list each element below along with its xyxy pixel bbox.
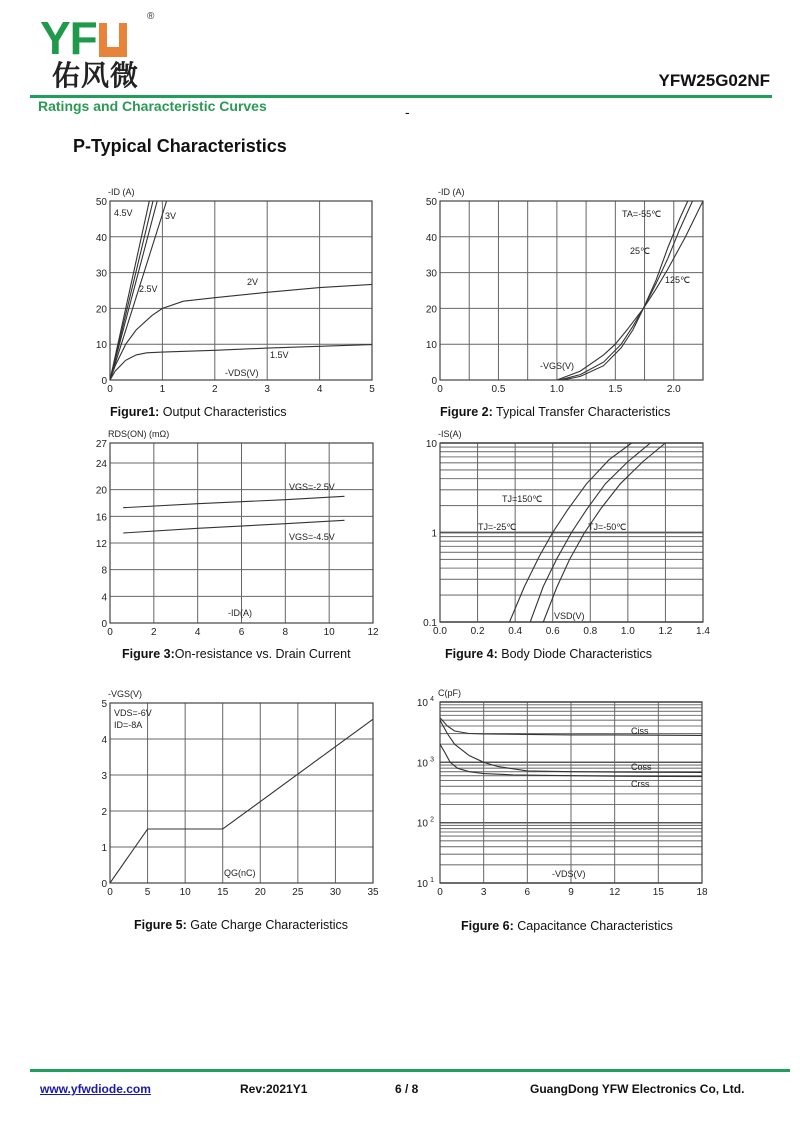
x-tick-label: 0.0	[433, 626, 447, 637]
y-axis-title: -ID (A)	[438, 187, 465, 197]
y-tick-label: 50	[95, 197, 107, 208]
x-tick-label: 2	[212, 384, 218, 395]
registered-mark: ®	[147, 11, 155, 22]
x-tick-label: 2.0	[666, 384, 681, 395]
y-tick-label: 16	[95, 512, 107, 524]
y-tick-label: 10	[425, 340, 437, 352]
x-tick-label: 1.4	[696, 626, 710, 637]
y-tick-label: 20	[95, 304, 107, 316]
y-tick-label: 10	[425, 439, 437, 450]
x-tick-label: 18	[696, 887, 708, 898]
x-tick-label: 0	[107, 384, 113, 395]
y-tick-label: 30	[425, 268, 437, 280]
curve-label: TJ=-25℃	[478, 522, 517, 532]
figure6-caption: Figure 6: Capacitance Characteristics	[461, 919, 673, 933]
x-tick-label: 9	[568, 887, 574, 898]
fig1-chart	[96, 187, 375, 395]
series-line-25	[559, 201, 692, 380]
x-tick-label: 15	[652, 887, 664, 898]
y-tick-label: 20	[95, 485, 107, 497]
y-tick-label: 4	[101, 592, 107, 604]
header-dash: -	[405, 104, 410, 120]
x-tick-label: 30	[329, 887, 341, 898]
y-tick-label: 40	[425, 232, 437, 244]
fig4-chart	[423, 429, 710, 637]
curve-label: 3V	[165, 211, 177, 221]
footer-divider	[30, 1069, 790, 1072]
y-tick-label: 0	[431, 376, 437, 387]
x-tick-label: 3	[480, 887, 487, 898]
curve-label: TJ=150℃	[502, 494, 543, 504]
x-tick-label: 0.6	[545, 626, 560, 637]
revision-label: Rev:2021Y1	[240, 1082, 308, 1096]
logo-chinese: 佑风微	[52, 60, 140, 91]
x-axis-title: QG(nC)	[224, 868, 256, 878]
y-tick-label: 12	[95, 539, 107, 550]
x-tick-label: 5	[144, 887, 151, 898]
y-tick-label: 24	[95, 459, 107, 470]
x-tick-label: 4	[316, 384, 323, 395]
x-tick-label: 0	[107, 887, 113, 898]
y-tick-label: 10	[416, 818, 428, 830]
x-tick-label: 15	[217, 887, 229, 898]
x-axis-title: -VGS(V)	[540, 361, 575, 371]
y-tick-label: 40	[95, 232, 107, 244]
y-tick-label: 0	[101, 619, 107, 630]
y-axis-title: RDS(ON) (mΩ)	[108, 429, 170, 439]
fig2-chart	[426, 187, 703, 395]
x-tick-label: 6	[524, 887, 531, 898]
fig2-frame	[440, 201, 703, 380]
x-tick-label: 1.5	[608, 384, 623, 395]
y-tick-label: 0	[101, 376, 107, 387]
curve-label: 2V	[247, 277, 259, 287]
fig6-chart	[417, 688, 708, 898]
x-tick-label: 0	[107, 627, 113, 638]
curve-label: VGS=-4.5V	[289, 532, 335, 542]
series-line-VGS	[110, 719, 373, 883]
y-axis-title: -VGS(V)	[108, 689, 143, 699]
y-tick-label: 0.1	[423, 618, 437, 629]
x-tick-label: 10	[179, 887, 191, 898]
x-tick-label: 35	[367, 887, 379, 898]
x-tick-label: 0.4	[508, 626, 523, 637]
curve-label: 2.5V	[139, 284, 158, 294]
y-tick-label: 27	[95, 439, 107, 450]
y-tick-label: 10	[416, 758, 428, 770]
company-name: GuangDong YFW Electronics Co, Ltd.	[530, 1082, 745, 1096]
fig2-hgrid	[440, 201, 703, 380]
x-tick-label: 3	[264, 384, 270, 395]
series-line-VGS-2.5V	[123, 496, 344, 507]
y-tick-exponent: 2	[430, 816, 434, 824]
x-tick-label: 2	[151, 627, 157, 638]
y-tick-exponent: 4	[430, 696, 434, 703]
header-subtitle: Ratings and Characteristic Curves	[38, 98, 267, 114]
logo-text: YF	[40, 12, 97, 64]
figure2-caption: Figure 2: Typical Transfer Characteristics	[440, 405, 671, 419]
page-number: 6 / 8	[395, 1082, 419, 1096]
x-tick-label: 5	[369, 384, 375, 395]
y-tick-label: 0	[101, 879, 107, 890]
y-tick-label: 50	[425, 197, 437, 208]
y-tick-exponent: 3	[430, 756, 434, 764]
figure4-caption: Figure 4: Body Diode Characteristics	[445, 647, 653, 661]
x-tick-label: 8	[282, 627, 289, 638]
part-number: YFW25G02NF	[658, 71, 770, 90]
x-tick-label: 20	[254, 887, 266, 898]
x-tick-label: 1	[159, 384, 166, 395]
y-tick-label: 1	[101, 843, 107, 854]
x-tick-label: 10	[323, 627, 335, 638]
fig5-vgrid	[110, 703, 373, 883]
x-tick-label: 12	[609, 887, 621, 898]
curve-label: Coss	[631, 762, 652, 772]
fig6-vgrid	[440, 702, 702, 883]
y-axis-title: -IS(A)	[438, 429, 462, 439]
y-tick-label: 5	[101, 699, 107, 710]
figure5-caption: Figure 5: Gate Charge Characteristics	[134, 918, 348, 932]
curve-label: Crss	[631, 779, 650, 789]
curve-label: TA=-55℃	[622, 209, 662, 219]
curve-label: 125℃	[665, 275, 691, 285]
figure3-caption: Figure 3:On-resistance vs. Drain Current	[122, 647, 351, 661]
series-line-125	[557, 201, 703, 380]
x-tick-label: 6	[238, 627, 245, 638]
curve-label: 1.5V	[270, 350, 289, 360]
x-axis-title: -VDS(V)	[552, 869, 586, 879]
series-line-TA-55	[563, 201, 691, 380]
y-tick-label: 8	[101, 565, 107, 577]
website-link[interactable]: www.yfwdiode.com	[40, 1082, 151, 1096]
y-tick-label: 2	[101, 807, 107, 818]
fig3-chart	[96, 429, 379, 638]
curve-label: VGS=-2.5V	[289, 482, 335, 492]
curve-label: Ciss	[631, 726, 649, 736]
x-tick-label: 1.2	[658, 626, 673, 637]
x-axis-title: -VDS(V)	[225, 368, 259, 378]
y-tick-label: 3	[101, 771, 107, 782]
fig5-hgrid	[110, 703, 373, 883]
fig5-frame	[110, 703, 373, 883]
x-axis-title: -ID(A)	[228, 608, 252, 618]
y-tick-label: 1	[431, 528, 437, 540]
x-tick-label: 0	[437, 384, 443, 395]
x-axis-title: VSD(V)	[554, 611, 585, 621]
y-tick-label: 30	[95, 268, 107, 280]
series-line-2V	[110, 284, 372, 380]
fig5-chart	[101, 689, 379, 898]
x-tick-label: 25	[292, 887, 304, 898]
x-tick-label: 0.2	[470, 626, 485, 637]
y-tick-label: 20	[425, 304, 437, 316]
fig2-vgrid	[440, 201, 703, 380]
annotation-label: VDS=-6V	[114, 708, 152, 718]
figure1-caption: Figure1: Output Characteristics	[110, 405, 287, 419]
curve-label: 25℃	[630, 246, 651, 256]
y-tick-label: 10	[416, 879, 428, 890]
y-tick-label: 4	[101, 735, 107, 746]
annotation-label: ID=-8A	[114, 720, 143, 730]
curve-label: TJ=-50℃	[588, 522, 627, 532]
x-tick-label: 4	[194, 627, 201, 638]
x-tick-label: 0.5	[491, 384, 506, 395]
y-tick-label: 10	[95, 340, 107, 352]
x-tick-label: 1.0	[620, 626, 635, 637]
x-tick-label: 0.8	[583, 626, 598, 637]
x-tick-label: 1.0	[549, 384, 564, 395]
curve-label: 4.5V	[114, 208, 133, 218]
x-tick-label: 12	[367, 627, 379, 638]
y-tick-label: 10	[416, 698, 428, 709]
section-title: P-Typical Characteristics	[73, 136, 287, 156]
y-tick-exponent: 1	[430, 877, 434, 884]
y-axis-title: -ID (A)	[108, 187, 135, 197]
y-axis-title: C(pF)	[438, 688, 461, 698]
x-tick-label: 0	[437, 887, 443, 898]
